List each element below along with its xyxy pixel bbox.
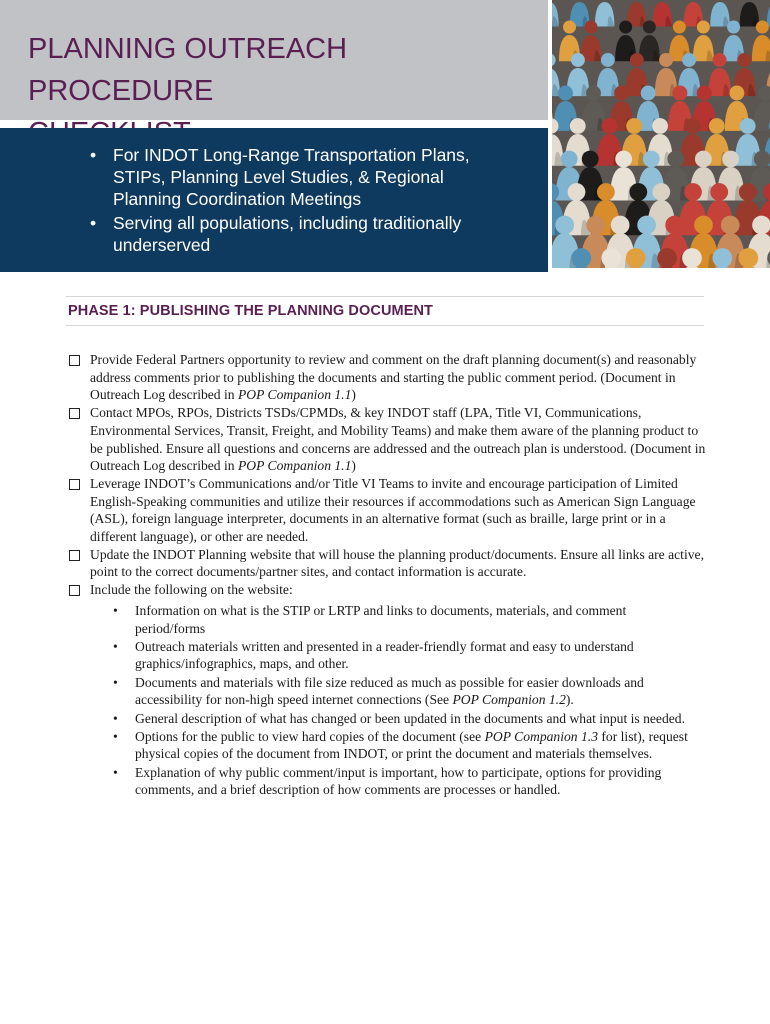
companion-reference: POP Companion 1.2: [452, 692, 566, 708]
page-title-line-1: PLANNING OUTREACH PROCEDURE: [28, 33, 348, 107]
checklist-item: [68, 351, 708, 404]
sub-bullet: [113, 638, 695, 673]
bullet-icon: •: [113, 674, 118, 690]
sub-bullet-text: Explanation of why public comment/input is important, how to participate, options for providing comments, and a brief description of how comments are processes or handled.: [135, 764, 662, 798]
phase-heading: PHASE 1: PUBLISHING THE PLANNING DOCUMENT: [68, 303, 434, 319]
checklist-item-text: Provide Federal Partners opportunity to review and comment on the draft planning document(s) and reasonably address comments prior to publishing the documents and starting the public comment period. (Document in Outreach Log described in: [90, 352, 697, 403]
checklist-item-text: Update the INDOT Planning website that will house the planning product/documents. Ensure all links are active, point to the correct documents/partner sites, and contact information is accurate.: [90, 546, 704, 580]
checklist-item: [68, 404, 708, 475]
bullet-icon: •: [113, 602, 118, 618]
bullet-icon: •: [113, 710, 118, 726]
sub-bullet-text: Information on what is the STIP or LRTP and links to documents, materials, and comment period/forms: [135, 602, 627, 636]
sub-bullet-text: General description of what has changed or been updated in the documents and what input is needed.: [135, 710, 685, 726]
item-text-end: ): [351, 458, 356, 474]
checklist-item: [68, 546, 708, 581]
sub-bullet-text: Options for the public to view hard copies of the document (see: [135, 728, 485, 744]
sub-bullet-text-end: for list), request physical copies of the document from INDOT, or print the document and materials themselves.: [135, 728, 688, 762]
checkbox[interactable]: [69, 408, 80, 419]
companion-reference: POP Companion 1.3: [484, 728, 598, 744]
companion-reference: POP Companion 1.1: [237, 458, 352, 474]
sub-bullet-text: Outreach materials written and presented in a reader-friendly format and easy to understand graphics/infographics, maps, and other.: [135, 638, 634, 672]
sub-bullet: [113, 710, 695, 728]
checklist-item-text: Leverage INDOT’s Communications and/or Title VI Teams to invite and encourage participation of Limited English-Speaking communities and utilize their resources if accommodations such as American Sign Language (ASL), foreign language interpreter, documents in an alternative format (such as braille, large print or in a different language), or other are needed.: [90, 475, 696, 545]
sub-bullet: [113, 764, 695, 799]
checkbox[interactable]: [69, 479, 80, 490]
checklist-item-text: Contact MPOs, RPOs, Districts TSDs/CPMDs, & key INDOT staff (LPA, Title VI, Communications, Environmental Services, Transit, Freight, and Mobility Teams) and make them aware of the planning product to be published. Ensure all questions and concerns are addressed and the outreach plan is understood. (Document in Outreach Log described in: [90, 405, 706, 474]
sub-bullet: [113, 728, 695, 763]
checklist-item-text: Include the following on the website:: [90, 582, 293, 598]
intro-bullet: • For INDOT Long-Range Transportation Plans, STIPs, Planning Level Studies, & Regional Planning Coordination Meetings: [88, 144, 508, 210]
intro-bullet-list: [88, 144, 508, 258]
phase-top-rule: [66, 296, 704, 297]
phase-bottom-rule: [66, 325, 704, 326]
website-content-list: [90, 602, 708, 799]
sub-bullet-text: Documents and materials with file size reduced as much as possible for easier downloads and accessibility for non-high speed internet connections (See: [135, 674, 644, 708]
companion-reference: POP Companion 1.1: [237, 387, 352, 403]
checklist: [68, 351, 708, 800]
sub-bullet: [113, 602, 695, 637]
item-text-end: ): [351, 387, 356, 403]
people-figures-illustration: [552, 0, 770, 268]
checkbox[interactable]: [69, 550, 80, 561]
checkbox[interactable]: [69, 355, 80, 366]
bullet-icon: •: [113, 728, 118, 744]
checklist-item: [68, 475, 708, 546]
intro-bullet: • Serving all populations, including traditionally underserved: [88, 212, 508, 256]
sub-bullet: [113, 674, 695, 709]
bullet-icon: •: [113, 638, 118, 654]
sub-bullet-text-end: ).: [565, 692, 574, 708]
people-figures-photo: [552, 0, 770, 268]
bullet-icon: •: [113, 764, 118, 780]
checklist-item: [68, 581, 708, 799]
checkbox[interactable]: [69, 585, 80, 596]
